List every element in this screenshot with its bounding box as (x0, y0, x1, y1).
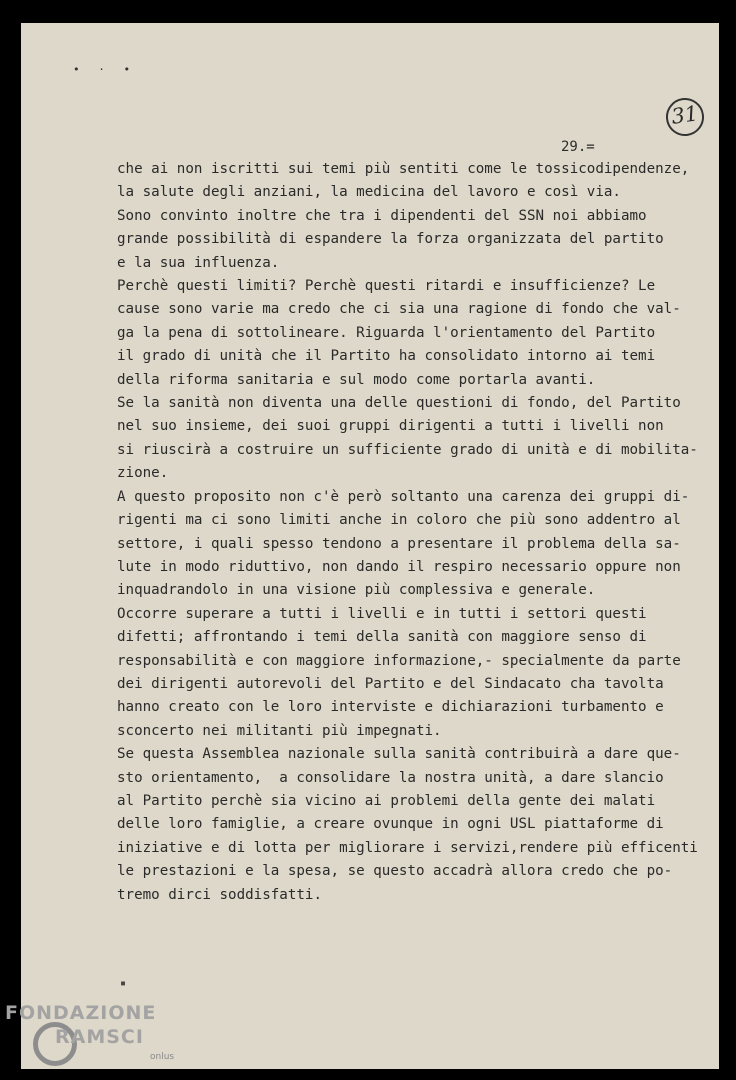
text-line: responsabilità e con maggiore informazione,- specialmente da parte (117, 652, 681, 669)
text-line: Perchè questi limiti? Perchè questi ritardi e insufficienze? Le (117, 278, 656, 295)
text-line: il grado di unità che il Partito ha consolidato intorno ai temi (117, 348, 656, 365)
archive-number: 31 (669, 101, 700, 129)
text-line: A questo proposito non c'è però soltanto una carenza dei gruppi di- (117, 488, 690, 505)
archive-number-circle (664, 96, 707, 139)
text-line: sto orientamento, a consolidare la nostra unità, a dare slancio (117, 769, 664, 786)
margin-tick: ▪ (120, 978, 127, 989)
watermark-onlus: onlus (150, 1052, 175, 1062)
text-line: inquadrandolo in una visione più complessiva e generale. (117, 582, 596, 599)
page-number: 29.= (561, 139, 595, 155)
text-line: rigenti ma ci sono limiti anche in coloro che più sono addentro al (117, 512, 681, 529)
fondazione-gramsci-watermark (5, 1000, 205, 1075)
text-line: della riforma sanitaria e sul modo come portarla avanti. (117, 371, 596, 388)
text-line: e la sua influenza. (117, 254, 280, 271)
text-line: iniziative e di lotta per migliorare i servizi,rendere più efficenti (117, 839, 698, 856)
text-line: sconcerto nei militanti più impegnati. (117, 722, 442, 739)
text-line: che ai non iscritti sui temi più sentiti come le tossicodipendenze, (117, 161, 690, 177)
text-line: nel suo insieme, dei suoi gruppi dirigenti a tutti i livelli non (117, 418, 664, 435)
text-line: Se questa Assemblea nazionale sulla sanità contribuirà a dare que- (117, 746, 681, 763)
margin-marks: • · • (73, 63, 137, 76)
text-line: dei dirigenti autorevoli del Partito e del Sindacato cha tavolta (117, 675, 664, 692)
watermark-line1: FONDAZIONE (5, 1002, 157, 1024)
text-line: la salute degli anziani, la medicina del lavoro e così via. (117, 184, 621, 201)
text-line: Se la sanità non diventa una delle questioni di fondo, del Partito (117, 395, 681, 412)
watermark-line2: RAMSCI (55, 1026, 144, 1048)
text-line: grande possibilità di espandere la forza organizzata del partito (117, 231, 664, 248)
text-line: delle loro famiglie, a creare ovunque in ogni USL piattaforme di (117, 816, 664, 833)
text-line: si riuscirà a costruire un sufficiente grado di unità e di mobilita- (117, 441, 698, 458)
text-line: al Partito perchè sia vicino ai problemi della gente dei malati (117, 792, 656, 809)
text-line: lute in modo riduttivo, non dando il respiro necessario oppure non (117, 558, 681, 575)
text-line: Occorre superare a tutti i livelli e in tutti i settori questi (117, 605, 647, 622)
text-line: hanno creato con le loro interviste e dichiarazioni turbamento e (117, 699, 664, 716)
text-line: difetti; affrontando i temi della sanità con maggiore senso di (117, 629, 647, 646)
text-line: tremo dirci soddisfatti. (117, 886, 322, 903)
text-line: le prestazioni e la spesa, se questo accadrà allora credo che po- (117, 863, 673, 880)
text-line: cause sono varie ma credo che ci sia una ragione di fondo che val- (117, 301, 681, 318)
text-line: zione. (117, 465, 169, 482)
body-text (117, 158, 698, 907)
text-line: Sono convinto inoltre che tra i dipendenti del SSN noi abbiamo (117, 207, 647, 224)
text-line: ga la pena di sottolineare. Riguarda l'orientamento del Partito (117, 324, 656, 341)
text-line: settore, i quali spesso tendono a presentare il problema della sa- (117, 535, 681, 552)
